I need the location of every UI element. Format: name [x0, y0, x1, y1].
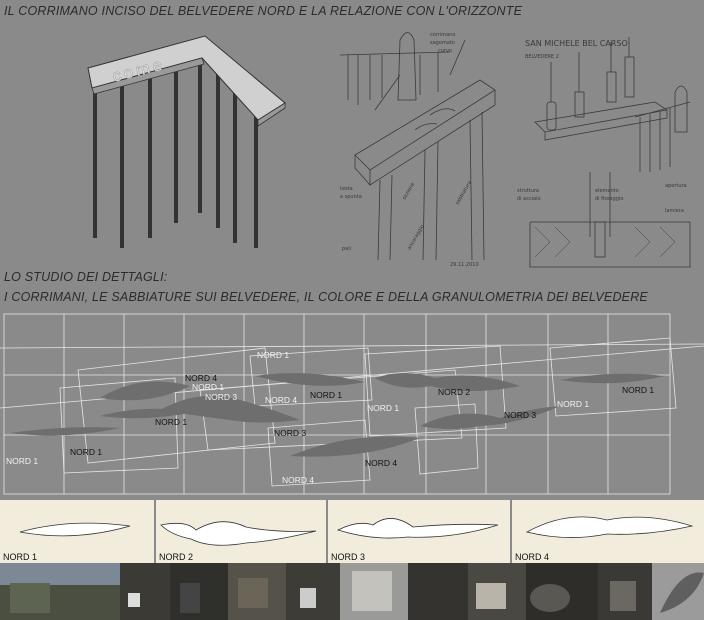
grid-label: NORD 1: [70, 447, 103, 457]
profile-label: NORD 4: [515, 552, 550, 562]
svg-text:di acciaio: di acciaio: [517, 196, 541, 202]
workshop-photo-strip: [0, 563, 704, 620]
svg-text:struttura: struttura: [517, 188, 539, 194]
svg-text:sagomato: sagomato: [430, 40, 455, 46]
svg-text:sabbiatura: sabbiatura: [454, 179, 474, 206]
grid-label: NORD 1: [557, 399, 590, 409]
svg-text:BELVEDERE 2: BELVEDERE 2: [525, 54, 559, 60]
svg-text:a spunta: a spunta: [340, 194, 362, 200]
profile-nord-1: [0, 500, 156, 563]
svg-text:ancoraggio: ancoraggio: [406, 223, 426, 251]
grid-label: NORD 1: [6, 456, 39, 466]
svg-text:elemento: elemento: [595, 188, 619, 194]
study-heading: LO STUDIO DEI DETTAGLI:: [4, 270, 168, 284]
svg-text:corrimano: corrimano: [430, 32, 456, 38]
svg-text:lamiera: lamiera: [665, 208, 684, 214]
profile-nord-3: [328, 500, 512, 563]
svg-text:curvo: curvo: [438, 48, 452, 54]
svg-text:di fissaggio: di fissaggio: [595, 196, 624, 202]
grid-label: NORD 3: [504, 410, 537, 420]
grid-label: NORD 3: [274, 428, 307, 438]
svg-text:testa: testa: [340, 186, 353, 192]
grid-label: NORD 2: [438, 387, 471, 397]
grid-label: NORD 4: [282, 475, 315, 485]
svg-text:pali: pali: [342, 246, 352, 252]
grid-label: NORD 4: [365, 458, 398, 468]
grid-label: NORD 1: [622, 385, 655, 395]
top-heading: IL CORRIMANO INCISO DEL BELVEDERE NORD E LA RELAZIONE CON L'ORIZZONTE: [4, 4, 523, 18]
profile-nord-4: [512, 500, 704, 563]
engraved-word: come: [110, 54, 167, 86]
grid-label: NORD 4: [185, 373, 218, 383]
svg-text:29.11.2010: 29.11.2010: [450, 262, 479, 268]
grid-label: NORD 1: [155, 417, 188, 427]
grid-label: NORD 1: [367, 403, 400, 413]
sandblasting-layout-grid: [0, 308, 704, 496]
grid-label: NORD 1: [310, 390, 343, 400]
handrail-model: [80, 28, 290, 258]
grid-label: NORD 3: [205, 392, 238, 402]
svg-text:sezione: sezione: [401, 181, 417, 201]
sketch-title: SAN MICHELE BEL CARSO: [525, 39, 628, 48]
profile-nord-2: [156, 500, 328, 563]
sketch-handrail-section: [330, 20, 510, 270]
grid-label: NORD 4: [265, 395, 298, 405]
svg-text:apertura: apertura: [665, 183, 687, 189]
grid-label: NORD 1: [192, 382, 225, 392]
profile-label: NORD 2: [159, 552, 194, 562]
profile-label: NORD 1: [3, 552, 38, 562]
grid-label: NORD 1: [257, 350, 290, 360]
details-heading: I CORRIMANI, LE SABBIATURE SUI BELVEDERE, IL COLORE E DELLA GRANULOMETRIA DEI BELVEDERE: [4, 290, 648, 304]
profile-label: NORD 3: [331, 552, 366, 562]
sketch-belvedere-detail: [515, 22, 700, 272]
